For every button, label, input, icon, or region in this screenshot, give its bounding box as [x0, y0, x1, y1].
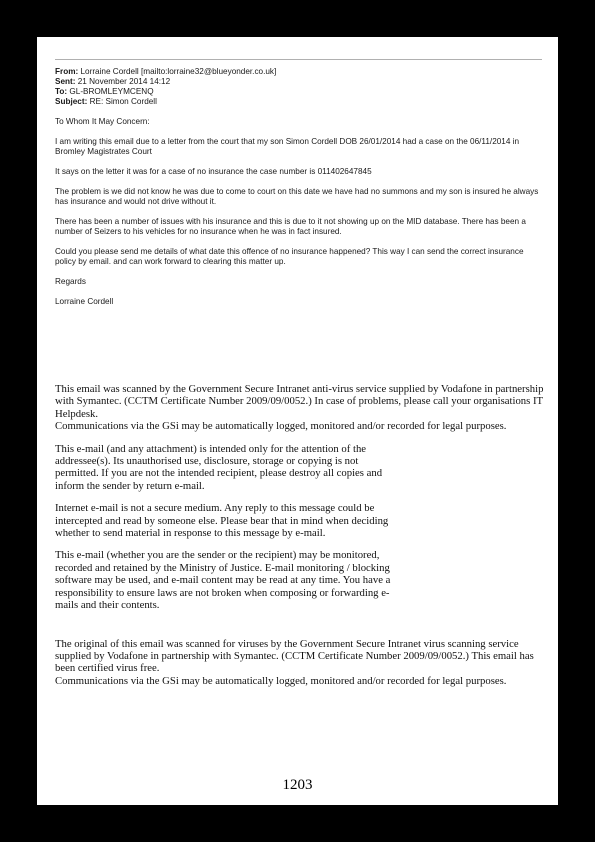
subject-line: Subject: RE: Simon Cordell: [55, 97, 157, 106]
logging-notice-2: Communications via the GSi may be automatically logged, monitored and/or recorded for legal purposes.: [55, 674, 507, 687]
sent-value: 21 November 2014 14:12: [77, 77, 171, 86]
logging-notice: Communications via the GSi may be automatically logged, monitored and/or recorded for legal purposes.: [55, 420, 507, 433]
email-paragraph: The problem is we did not know he was due to come to court on this date we have had no summons and my son is insured he always has insurance and would not drive without it.: [55, 187, 539, 206]
document-page: [37, 37, 558, 805]
from-value: Lorraine Cordell [mailto:lorraine32@blueyonder.co.uk]: [80, 67, 277, 76]
email-paragraph: Could you please send me details of what date this offence of no insurance happened? This way I can send the correct insurance policy by email. and can work forward to clearing this matter up.: [55, 247, 524, 266]
page-number: 1203: [282, 777, 313, 793]
gsi-disclaimer: [55, 383, 545, 697]
email-header: [55, 67, 545, 107]
email-paragraph: It says on the letter it was for a case of no insurance the case number is 011402647845: [55, 167, 372, 176]
scan-notice: This email was scanned by the Government Secure Intranet anti-virus service supplied by Vodafone in partnership with Symantec. (CCTM Certificate Number 2009/09/0052.) In case of problems, please call your organisations IT Helpdesk. Communications via the GSi may be automatically logged, monitored and/or recorded for legal purposes.: [55, 383, 544, 433]
monitoring-notice: This e-mail (whether you are the sender or the recipient) may be monitored, recorded and retained by the Ministry of Justice. E-mail monitoring / blocking software may be used, and e-mail content may be read at any time. You have a responsibility to ensure laws are not broken when composing or forwarding e-mails and their contents.: [55, 549, 391, 612]
closing: Regards: [55, 277, 86, 286]
to-value: GL-BROMLEYMCENQ: [69, 87, 154, 96]
email-paragraph: I am writing this email due to a letter from the court that my son Simon Cordell DOB 26/01/2014 had a case on the 06/11/2014 in Bromley Magistrates Court: [55, 137, 520, 156]
email-body: [55, 67, 545, 317]
salutation: To Whom It May Concern:: [55, 117, 150, 126]
attention-notice: This e-mail (and any attachment) is intended only for the attention of the addressee(s). Its unauthorised use, disclosure, storage or copying is not permitted. If you are not the intended recipient, please destroy all copies and inform the sender by return e-mail.: [55, 442, 383, 492]
sent-line: Sent: 21 November 2014 14:12: [55, 77, 171, 86]
header-divider: [55, 59, 542, 60]
internet-notice: Internet e-mail is not a secure medium. Any reply to this message could be intercepted and read by someone else. Please bear that in mind when deciding whether to send material in response to this message by e-mail.: [55, 502, 389, 540]
email-paragraph: There has been a number of issues with his insurance and this is due to it not showing up on the MID database. There has been a number of Seizers to his vehicles for no insurance when he was in fact insured.: [55, 217, 526, 236]
subject-value: RE: Simon Cordell: [89, 97, 157, 106]
to-line: To: GL-BROMLEYMCENQ: [55, 87, 154, 96]
from-line: From: Lorraine Cordell [mailto:lorraine32@blueyonder.co.uk]: [55, 67, 277, 76]
signature: Lorraine Cordell: [55, 297, 114, 306]
original-scan-notice: The original of this email was scanned for viruses by the Government Secure Intranet virus scanning service supplied by Vodafone in partnership with Symantec. (CCTM Certificate Number 2009/09/0052.) This email has been certified virus free. Communications via the GSi may be automatically logged, monitored and/or recorded for legal purposes.: [55, 637, 534, 687]
